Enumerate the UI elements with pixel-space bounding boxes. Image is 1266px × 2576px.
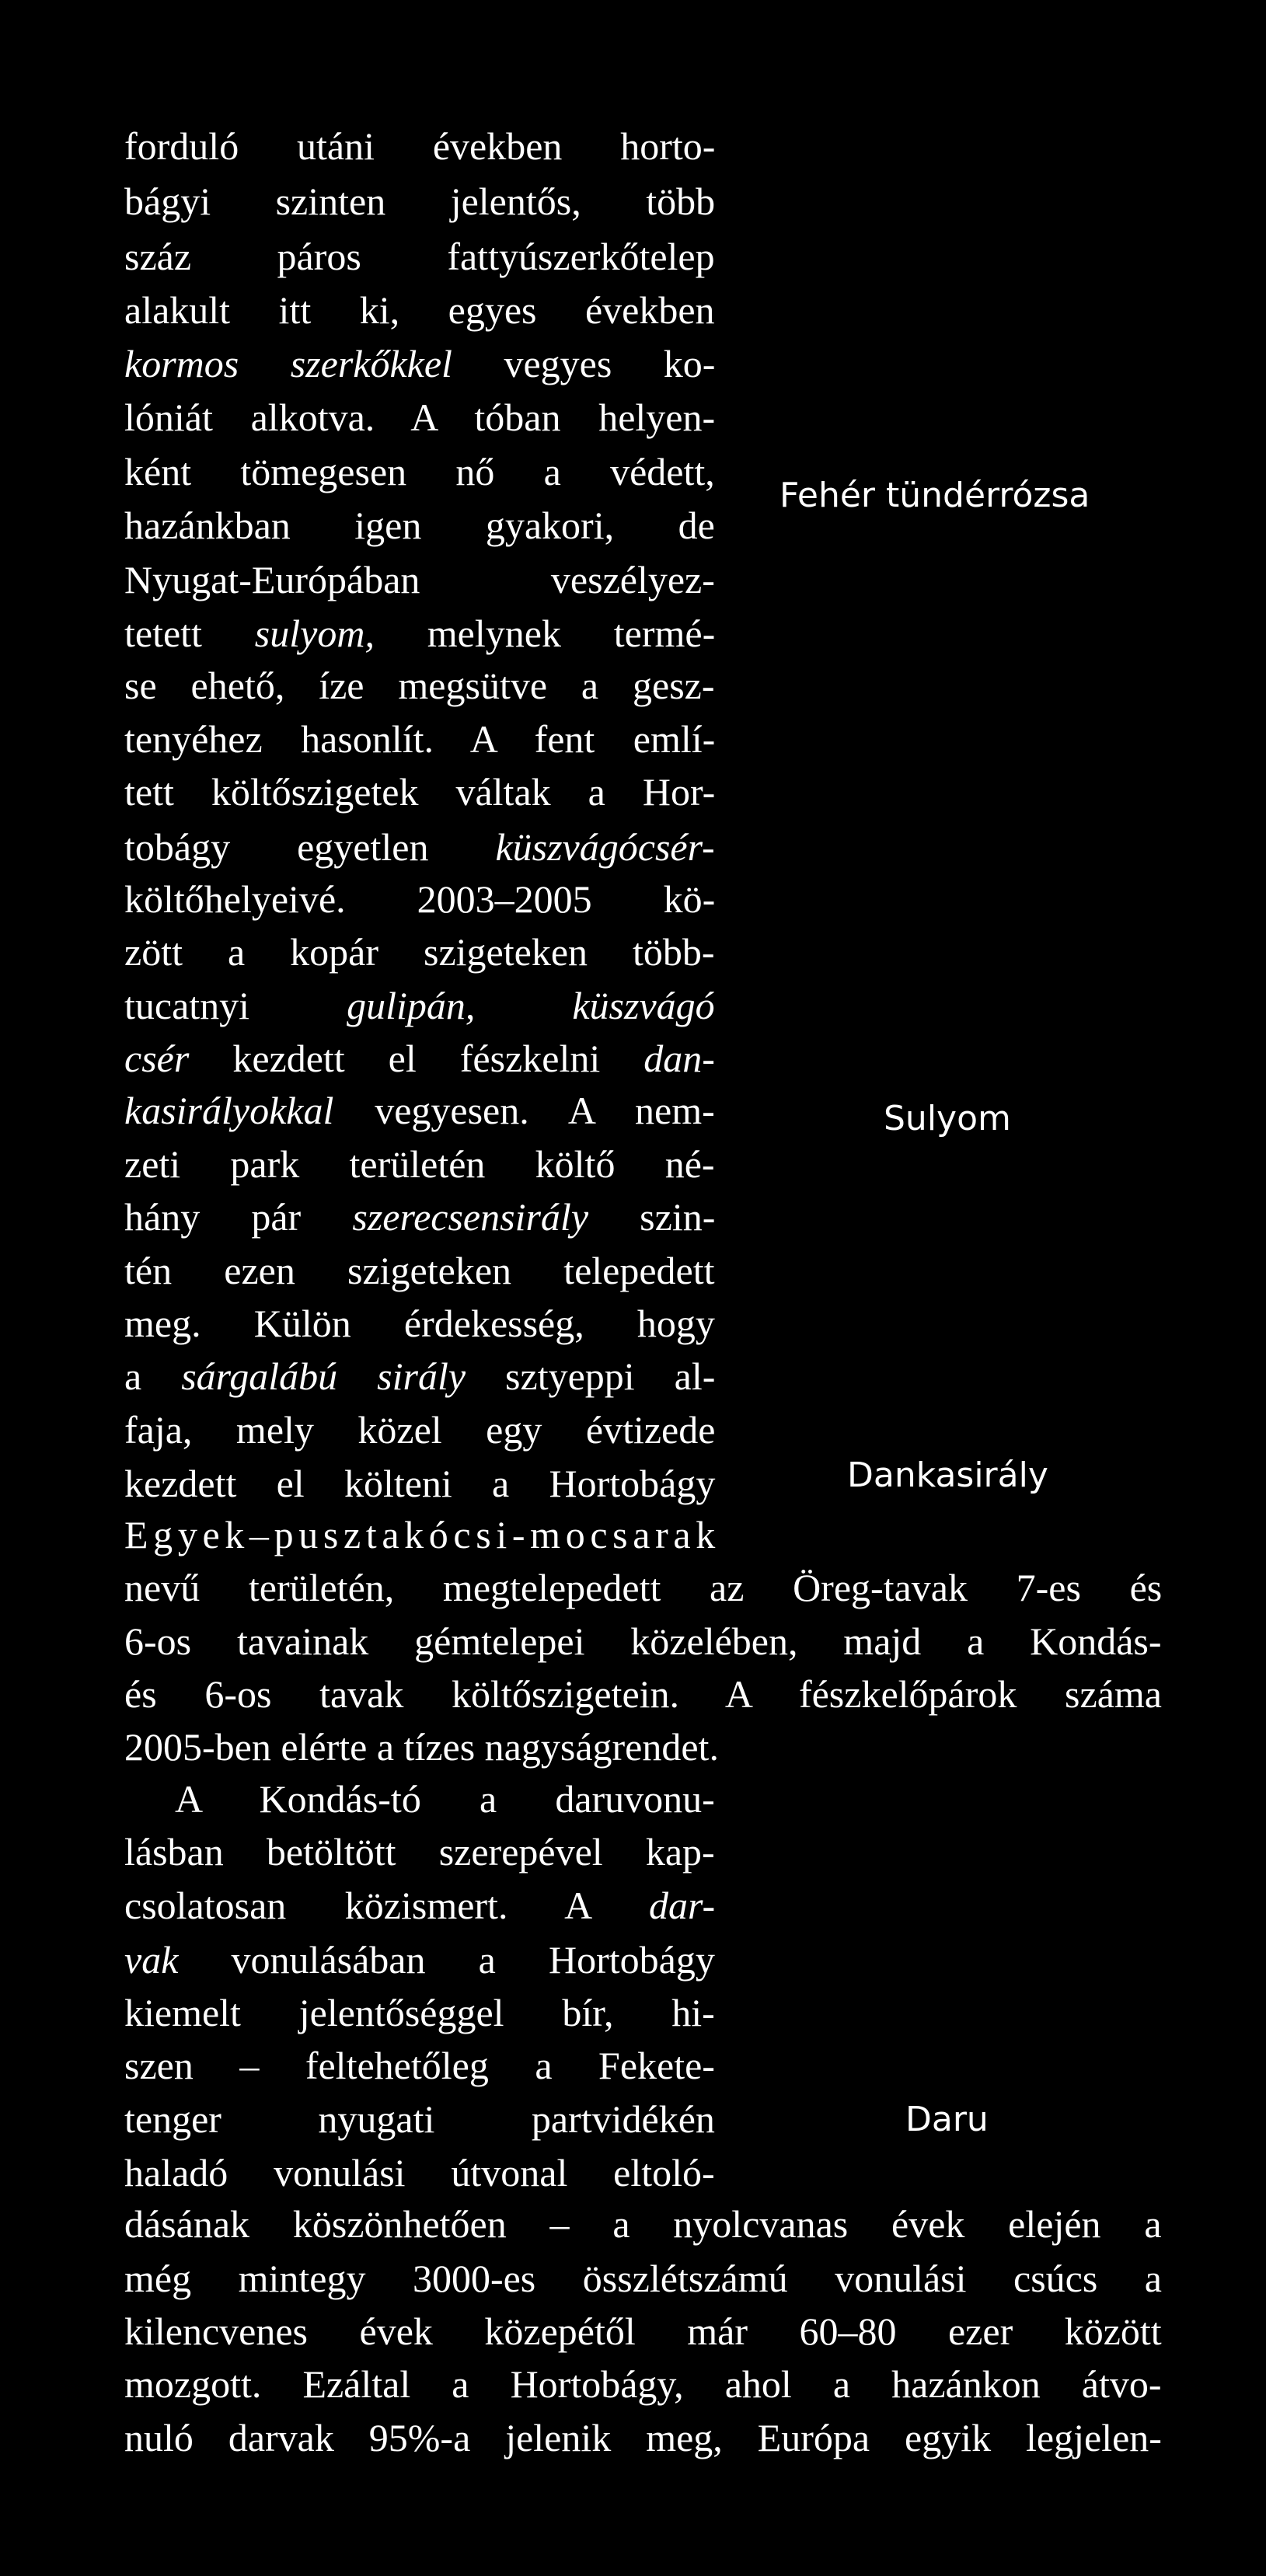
text-run: dásának köszönhetően – a nyolcvanas évek elején a	[124, 2202, 1162, 2246]
italic-term: csér	[124, 1037, 190, 1080]
text-run: Nyugat-Európában veszélyez-	[124, 558, 715, 601]
italic-term: dar-	[649, 1884, 716, 1927]
italic-term: küszvágócsér-	[495, 825, 715, 869]
text-line	[124, 1039, 715, 1078]
text-line	[124, 237, 715, 276]
text-line	[124, 452, 715, 491]
text-line	[124, 1515, 720, 1554]
text-line	[124, 1408, 716, 1452]
italic-term: sárgalábú sirály	[181, 1354, 466, 1398]
text-run: zeti park területén költő né-	[124, 1142, 715, 1186]
text-run: nevű területén, megtelepedett az Öreg-tavak 7-es és	[124, 1566, 1163, 1609]
text-run: tucatnyi	[124, 984, 347, 1027]
text-line	[124, 2202, 1162, 2246]
text-line	[124, 1830, 715, 1874]
text-run: vegyesen. A nem-	[333, 1089, 715, 1132]
text-line	[124, 1938, 715, 1982]
text-run: hazánkban igen gyakori, de	[124, 504, 715, 547]
caption-dankasiraly: Dankasirály	[847, 1455, 1048, 1495]
text-run: hány pár	[124, 1195, 353, 1239]
text-line	[124, 1886, 715, 1925]
text-run: sztyeppi al-	[466, 1354, 716, 1398]
italic-term: kasirályokkal	[124, 1089, 334, 1132]
caption-feher-tunderrozsa: Fehér tündérrózsa	[779, 476, 1090, 515]
text-run: se ehető, íze megsütve a gesz-	[124, 664, 715, 707]
italic-term: kormos szerkőkkel	[124, 342, 452, 385]
text-line	[124, 666, 715, 705]
text-run: 2005-ben elérte a tízes nagyságrendet.	[124, 1725, 719, 1769]
text-line	[124, 877, 716, 921]
text-line	[124, 2097, 715, 2141]
text-run: tett költőszigetek váltak a Hor-	[124, 770, 716, 814]
text-line	[124, 1568, 1162, 1607]
text-line	[124, 124, 716, 168]
text-run: költőhelyeivé. 2003–2005 kö-	[124, 877, 716, 921]
text-line	[124, 1725, 719, 1769]
text-run: A Kondás-tó a daruvonu-	[175, 1777, 715, 1821]
text-line	[124, 1354, 716, 1398]
text-run: vegyes ko-	[452, 342, 716, 385]
italic-term: szerecsensirály	[352, 1195, 589, 1239]
text-line	[124, 1993, 715, 2032]
text-run: lóniát alkotva. A tóban helyen-	[124, 396, 716, 439]
italic-term: gulipán, küszvágó	[347, 984, 715, 1027]
text-run: alakult itt ki, egyes években	[124, 288, 715, 332]
text-run: szen – feltehetőleg a Fekete-	[124, 2044, 715, 2087]
text-line	[124, 1091, 715, 1130]
text-line	[124, 2309, 1162, 2353]
text-line	[124, 560, 715, 599]
text-run: bágyi szinten jelentős, több	[124, 180, 716, 223]
text-line	[124, 1142, 715, 1186]
text-run: tenger nyugati partvidékén	[124, 2097, 715, 2141]
text-line	[124, 1304, 715, 1343]
text-line	[124, 986, 715, 1025]
text-run: száz páros fattyúszerkőtelep	[124, 235, 715, 278]
italic-term: dan-	[643, 1037, 715, 1080]
text-run: tén ezen szigeteken telepedett	[124, 1249, 715, 1292]
text-line	[124, 2259, 1162, 2298]
text-run: zött a kopár szigeteken több-	[124, 930, 715, 974]
text-line	[124, 344, 715, 383]
text-run: forduló utáni években horto-	[124, 124, 716, 168]
text-run: tenyéhez hasonlít. A fent emlí-	[124, 717, 716, 761]
text-line	[124, 1619, 1162, 1663]
text-run: haladó vonulási útvonal eltoló-	[124, 2151, 715, 2194]
text-line	[124, 288, 715, 332]
text-line	[124, 614, 715, 653]
text-run: tetett	[124, 612, 255, 655]
caption-daru: Daru	[905, 2100, 989, 2139]
text-run: szin-	[588, 1195, 716, 1239]
text-line	[124, 1195, 716, 1239]
text-line	[124, 1251, 715, 1290]
text-run: mozgott. Ezáltal a Hortobágy, ahol a hazánkon átvo-	[124, 2362, 1162, 2406]
text-run: még mintegy 3000-es összlétszámú vonulási csúcs a	[124, 2257, 1162, 2300]
text-line	[124, 2153, 715, 2192]
italic-term: sulyom,	[254, 612, 375, 655]
text-run: kilencvenes évek közepétől már 60–80 ezer között	[124, 2309, 1162, 2353]
text-line	[124, 770, 716, 814]
text-line	[124, 2418, 1162, 2457]
text-run: nuló darvak 95%-a jelenik meg, Európa egyik legjelen-	[124, 2416, 1162, 2459]
caption-sulyom: Sulyom	[884, 1099, 1011, 1138]
text-run: és 6-os tavak költőszigetein. A fészkelőpárok száma	[124, 1672, 1162, 1716]
italic-term: vak	[124, 1938, 179, 1982]
text-run: lásban betöltött szerepével kap-	[124, 1830, 715, 1874]
text-run: vonulásában a Hortobágy	[178, 1938, 715, 1982]
text-run: Egyek–pusztakócsi-mocsarak	[124, 1513, 720, 1556]
text-line	[124, 2046, 715, 2085]
text-run: ként tömegesen nő a védett,	[124, 450, 715, 493]
text-line	[124, 1464, 715, 1503]
text-run: kezdett el fészkelni	[189, 1037, 644, 1080]
text-run: 6-os tavainak gémtelepei közelében, majd a Kondás-	[124, 1619, 1162, 1663]
text-run: faja, mely közel egy évtizede	[124, 1408, 716, 1452]
text-line	[124, 506, 715, 545]
text-line	[124, 825, 715, 869]
text-run: kezdett el költeni a Hortobágy	[124, 1462, 716, 1505]
text-run: a	[124, 1354, 182, 1398]
text-line	[124, 1672, 1162, 1716]
text-line	[124, 2362, 1162, 2406]
text-run: meg. Külön érdekesség, hogy	[124, 1302, 715, 1345]
text-line	[124, 398, 715, 437]
text-run: tobágy egyetlen	[124, 825, 496, 869]
text-line	[124, 717, 716, 761]
text-line	[124, 182, 715, 221]
text-run: melynek termé-	[374, 612, 716, 655]
text-line	[124, 930, 715, 974]
text-run: csolatosan közismert. A	[124, 1884, 650, 1927]
text-line	[175, 1777, 715, 1821]
text-run: kiemelt jelentőséggel bír, hi-	[124, 1991, 715, 2034]
